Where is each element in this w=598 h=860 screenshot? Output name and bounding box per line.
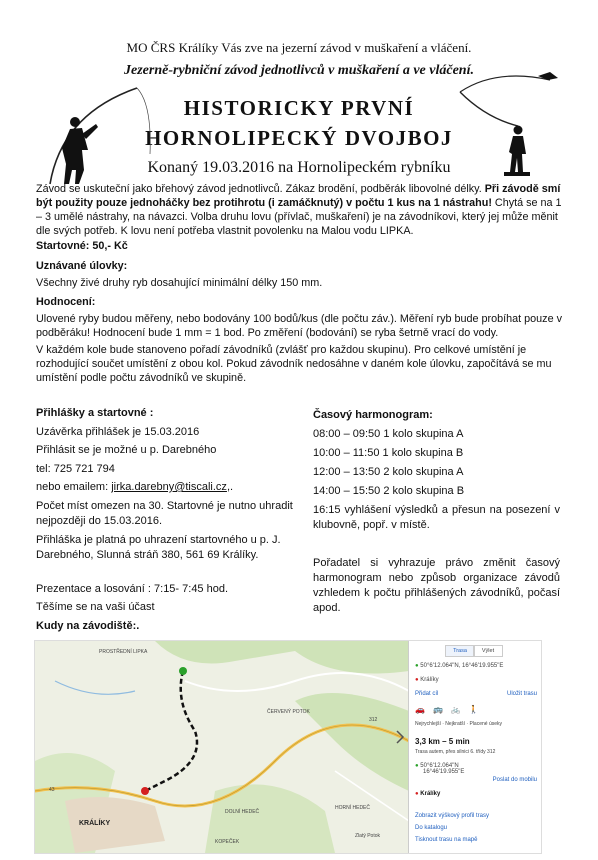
directions-heading: Kudy na závodiště:. xyxy=(36,620,140,632)
elevation-profile-link[interactable]: Zobrazit výškový profil trasy xyxy=(415,813,490,819)
scoring-text-2: V každém kole bude stanoveno pořadí závodníků (zvlášť pro každou skupinu). Pro celkové umístění je rozhodující součet umístění z obou kol. Pokud závodník nedosáhne v daném kole úlovku, započítává se mu umístění podle počtu závodníků ve skupině. xyxy=(36,344,552,384)
option-toll[interactable]: Placené úseky xyxy=(469,721,503,727)
schedule-item: 08:00 – 09:50 1 kolo skupina A xyxy=(313,428,464,440)
tab-trip[interactable]: Výlet xyxy=(473,645,503,657)
schedule-item: 14:00 – 15:50 2 kolo skupina B xyxy=(313,485,465,497)
email-link[interactable]: jirka.darebny@tiscali.cz xyxy=(111,481,227,493)
map-label: 43 xyxy=(49,787,55,793)
route-panel xyxy=(408,641,541,853)
waypoint-end xyxy=(415,791,537,797)
intro-text-2: Chytá se na 1 – 3 umělé nástrahy, na návazci. Volba druhu lovu (přívlač, muškaření) je na závodníkovi, který jej může měnit dle svých potřeb. K lovu není potřeba vlastnit povolenku na Malou vodu LIPKA. xyxy=(36,197,562,237)
email-suffix: ,. xyxy=(226,481,234,493)
waypoint-end-text: Králíky xyxy=(420,791,441,797)
catches-heading: Uznávané úlovky: xyxy=(36,260,128,272)
map-label: ČERVENÝ POTOK xyxy=(267,709,310,715)
route-summary-detail: Trasa autem, přes silnici 6. třídy 312 xyxy=(415,749,496,755)
add-destination-link[interactable] xyxy=(415,691,537,697)
email-prefix: nebo emailem: xyxy=(36,481,112,493)
closing-greeting: Těšíme se na vaši účast xyxy=(36,601,155,613)
red-pin-icon: ● xyxy=(415,791,421,797)
green-pin-icon: ● xyxy=(415,663,421,669)
title-line-2: HORNOLIPECKÝ DVOJBOJ xyxy=(145,126,453,150)
event-date: Konaný 19.03.2016 na Hornolipeckém rybníku xyxy=(147,159,451,176)
start-marker[interactable] xyxy=(179,667,187,675)
waypoint-start-lon: 16°46'19.955"E xyxy=(423,769,465,775)
tab-route[interactable]: Trasa xyxy=(445,645,475,657)
registration-email-line xyxy=(36,480,294,495)
map-label: DOLNÍ HEDEČ xyxy=(225,809,260,815)
option-fastest[interactable]: Nejrychlejší xyxy=(415,721,441,727)
scoring-heading: Hodnocení: xyxy=(36,296,96,308)
registration-contact: Přihlásit se je možné u p. Darebného xyxy=(36,444,217,456)
send-to-mobile-link[interactable]: Poslat do mobilu xyxy=(492,777,537,783)
registration-validity: Přihláška je platná po uhrazení startovného u p. J. Darebného, Slunná stráň 380, 561 69 Králíky. xyxy=(36,534,281,561)
add-destination-label: Přidat cíl xyxy=(415,691,439,697)
transport-mode-icons[interactable]: 🚗🚌🚲🚶 xyxy=(415,705,487,714)
map-label: Zlatý Potok xyxy=(355,833,381,839)
route-from-text: 50°6'12.064"N, 16°46'19.955"E xyxy=(420,663,504,669)
schedule-item: 10:00 – 11:50 1 kolo skupina B xyxy=(313,447,464,459)
schedule-item: 16:15 vyhlášení výsledků a přesun na posezení v klubovně, popř. v místě. xyxy=(313,504,560,531)
green-pin-icon: ● xyxy=(415,763,421,769)
registration-deadline: Uzávěrka přihlášek je 15.03.2016 xyxy=(36,426,200,438)
event-subtitle: Jezerně-rybniční závod jednotlivců v muškaření a ve vláčení. xyxy=(124,63,474,78)
intro-paragraph xyxy=(36,182,562,238)
save-route-link[interactable]: Uložit trasu xyxy=(506,691,537,697)
angler-left-illustration xyxy=(42,84,162,194)
map-label: 312 xyxy=(369,717,378,723)
map-label: KRÁLÍKY xyxy=(79,820,111,827)
map-label: HORNÍ HEDEČ xyxy=(335,805,371,811)
route-to[interactable] xyxy=(415,677,537,683)
scoring-text-1: Ulovené ryby budou měřeny, nebo bodovány 100 bodů/kus (dle počtu záv.). Měření ryb bude probíhat pouze v podběráku! Hodnocení bude 1 mm = 1 bod. Po změření (bodování) se ryba šetrně vrací do vody. xyxy=(36,313,562,339)
registration-heading: Přihlášky a startovné : xyxy=(36,407,154,419)
route-from[interactable] xyxy=(415,663,537,669)
route-summary: 3,3 km – 5 min xyxy=(415,737,470,746)
waypoint-start-lat: 50°6'12.064"N xyxy=(420,763,459,769)
route-options[interactable]: Nejrychlejší · Nejkratší · Placené úseky xyxy=(415,721,503,727)
finish-marker[interactable] xyxy=(141,787,149,795)
registration-limit: Počet míst omezen na 30. Startovné je nutno uhradit nejpozději do 15.03.2016. xyxy=(36,500,293,527)
red-pin-icon: ● xyxy=(415,677,421,683)
waypoint-start xyxy=(415,763,537,775)
schedule-heading: Časový harmonogram: xyxy=(313,409,433,421)
intro-text: Závod se uskuteční jako břehový závod jednotlivců. Zákaz brodění, podběrák libovolné délky. xyxy=(36,183,485,195)
map-canvas[interactable] xyxy=(35,641,409,853)
registration-phone: tel: 725 721 794 xyxy=(36,463,115,475)
presentation-time: Prezentace a losování : 7:15- 7:45 hod. xyxy=(36,583,229,595)
print-route-link[interactable]: Tisknout trasu na mapě xyxy=(415,837,478,843)
invitation-line: MO ČRS Králíky Vás zve na jezerní závod v muškaření a vláčení. xyxy=(126,40,472,55)
schedule-item: 12:00 – 13:50 2 kolo skupina A xyxy=(313,466,464,478)
angler-right-illustration xyxy=(456,68,566,180)
route-to-text: Králíky xyxy=(420,677,439,683)
route-map[interactable] xyxy=(34,640,542,854)
option-shortest[interactable]: Nejkratší xyxy=(445,721,466,727)
map-label: PROSTŘEDNÍ LIPKA xyxy=(99,649,148,655)
catalog-link[interactable]: Do katalogu xyxy=(415,825,448,831)
catches-text: Všechny živé druhy ryb dosahující minimální délky 150 mm. xyxy=(36,277,323,289)
map-label: KOPEČEK xyxy=(215,839,240,845)
entry-fee: Startovné: 50,- Kč xyxy=(36,240,128,252)
schedule-note: Pořadatel si vyhrazuje právo změnit časový harmonogram nebo způsob organizace závodů vzhledem k počtu přihlášených závodníků, počasí apod. xyxy=(313,557,560,614)
hook-rule: Při závodě smí být použity pouze jednoháčky bez protihrotu (i zamáčknutý) v počtu 1 kus na 1 nástrahu! xyxy=(36,183,561,209)
title-line-1: HISTORICKY PRVNÍ xyxy=(183,96,415,120)
